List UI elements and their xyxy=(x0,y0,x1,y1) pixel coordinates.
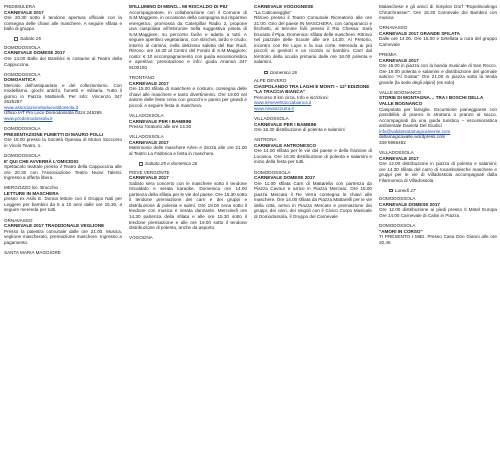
event-entry xyxy=(4,185,122,213)
event-location: TRONTANO xyxy=(129,75,155,81)
date-heading xyxy=(389,188,497,194)
event-entry xyxy=(254,170,372,220)
event-entry xyxy=(379,223,497,245)
event-description: Ore 20.30 sotto il tendone apertura ufficiale con la consegna delle chiavi alle maschere. A seguire sfilata e ballo di gruppo. xyxy=(4,15,122,32)
event-location: DOMODOSSOLA xyxy=(4,126,41,132)
event-description: Presso l'oratorio alle ore 14.30 xyxy=(129,124,192,130)
event-entry xyxy=(4,153,122,181)
event-location: VILLADOSSOLA xyxy=(129,113,164,119)
event-entry xyxy=(4,4,122,32)
event-title: M'ILLUMINO DI MENO... MI RISCALDO DI PIU' xyxy=(129,4,229,9)
event-location: DOMODOSSOLA xyxy=(4,44,41,50)
event-description: Ore 18.00 presso la Società Operaia di Mutuo Soccorso in Vicolo Teatro, 1. xyxy=(4,137,122,148)
date-label: Domenica 26 xyxy=(270,69,298,75)
event-link[interactable]: info@valdossolamagicamente.com xyxy=(379,128,451,134)
columns xyxy=(4,4,497,450)
event-title: CARNEVALE 2017 TRADIZIONALE VEGLIONE xyxy=(4,223,105,229)
event-title: CARNEVALE DOMESE 2017 xyxy=(254,175,315,181)
event-location: MERGOZZO loc. Bracchio xyxy=(4,185,59,191)
event-location: VALLE BOGNANCO xyxy=(379,89,422,95)
column-2 xyxy=(129,4,247,450)
event-title: CARNEVALE PER I BAMBINI xyxy=(129,118,192,124)
event-location: PIEVE VERGONTE xyxy=(129,169,170,175)
event-title: CARNEVALE 2017 xyxy=(4,9,44,15)
event-contact: Ufficio IAT Pro Loco Domodossola 0324 248265 xyxy=(4,110,102,116)
event-link-secondary[interactable]: www.prodomodossola.it xyxy=(4,116,53,122)
event-location: VILLADOSSOLA xyxy=(254,116,289,122)
event-entry xyxy=(129,235,247,241)
date-label: Sabato 25 xyxy=(20,36,41,42)
event-description: Ciaspolata per famiglie. Escursione pianeggiante con possibilità di pranzo in struttura o pranzo al sacco. Accompagnati da una guida turistica – escursionistica ambientale Daniela Del Giudici xyxy=(379,106,497,129)
event-title: CARNEVALE ANTRONESCO xyxy=(254,142,317,148)
event-description: Ritrovo presso il Teatro Comunale Ricreatorio alle ore 21.00. Giro del paese IN MASCHERA, con campanacci e fischietti, al termine falò presso il Rio Chessa. Sarà bruciato il Pipa. Domenica: sfilata delle maschere. Ritrovo nel piazzale delle Scuole alle ore 14.30. Al Pretorio, incontro con Re Lupo e la sua corte. Merenda ai più piccoli; ai genitori e un ricordo ai bambini. Carri dal territorio della scuola primaria dalle ore 16.00 polenta e salamini. xyxy=(254,15,372,65)
event-link-secondary[interactable]: www.neveazzurra.it xyxy=(254,105,294,111)
event-entry xyxy=(129,113,247,130)
event-description: Matrimonio delle maschere Arlen e Zezza alle ore 21.00 al Teatro La Fabbrica e festa in maschera xyxy=(129,145,247,156)
event-location: PREMIA xyxy=(379,52,397,58)
calendar-icon xyxy=(264,71,268,74)
event-entry xyxy=(379,150,497,183)
event-description: Dalle ore 14.00. Ore 15.00 e tortellata a cura del gruppo Carnevale xyxy=(379,36,497,47)
event-entry xyxy=(4,45,122,67)
event-description: Malaschese e gli amici di Simplon Dorf "Ropolinoolingo Chrutchrasser". Ore 16.30 Carnevale dei Bambini con musica xyxy=(379,4,497,21)
event-location: ANTRONA xyxy=(254,137,277,143)
event-location: VILLADOSSOLA xyxy=(379,149,414,155)
event-entry xyxy=(4,218,122,246)
event-description: Ore 11.00 sfilata Carri di Mattarella con partenza da Piazza Cavour e arrivo in Piazza Mercato. Ore 15.00 piazza Mercato il Re Verra consegna le chiavi alle maschere. Ore 14.00 sfilata da Piazza Mattarelli per le vie della città, arrivo in Piazza Mercato e premiazione dei gruppi, dei carri, dei singoli con il Civico Corpo Musicale di Domodossola, il Gruppo del Carnevale xyxy=(254,180,372,219)
event-entry xyxy=(379,25,497,47)
date-label: Sabato 25 e domenica 26 xyxy=(145,161,198,167)
event-description: Spettacolo teatrale presso il Teatro della Cappuccina alle ore 20.30 con l'Associazione Teatro Nuovi Talenti. Ingresso a offerta libera. xyxy=(4,164,122,181)
event-title: CARNEVALE 2017 xyxy=(129,80,169,86)
event-location: DOMODOSSOLA xyxy=(4,152,41,158)
event-entry xyxy=(4,250,122,256)
event-location: DOMODOSSOLA xyxy=(254,169,291,175)
column-4 xyxy=(379,4,497,450)
event-description: presso ex Asilo E. Donna letture con il Gruppo Nati per Leggere per bambini da 5 a 10 anni dalle ore 15.30, a seguire merenda per tutti. xyxy=(4,196,122,213)
event-title: CARNEVALE DOMESE 2017 xyxy=(4,50,65,56)
event-location: PIEDIMULERA xyxy=(4,4,36,9)
event-description: Ore 12.00 distribuzione in piazza di polenta e salamini; ore 14.30 sfilata del carro di rocambolesche maschere e gruppi per le vie di Villadossola accompagnati dalla Filarmonica di Villadossola xyxy=(379,161,497,183)
event-title: "AMORI IN CORSO" xyxy=(379,228,423,234)
event-description: Ore 15.00 in piazza con la banda musicale di San Rocco. Ore 19.00 polenta e salamini e distribuzione del giornale satirico "Al Gostar" Ore 21.00 in piazza sotto la tenda grande (la sede degli alpini) (es solo) xyxy=(379,63,497,85)
date-label: Lunedì 27 xyxy=(395,187,416,193)
event-entry xyxy=(254,78,372,111)
event-description: Mercato dell'antiquariato e del collezionismo. Con modellismo, giochi antichi, fumetti e militaria. Tutto il giorno in Piazza Mattarelli. Per info: Vincenzo 347 2625287 xyxy=(4,82,122,105)
date-heading xyxy=(14,36,122,42)
event-entry xyxy=(254,4,372,65)
event-title: E' QUI CHE AVVERRÀ L'OMICIDIO xyxy=(4,158,79,164)
event-entry xyxy=(254,137,372,165)
date-heading xyxy=(139,161,247,167)
event-location: DOMODOSSOLA xyxy=(379,196,416,202)
event-description: Ore 14.00 sfilata per le vie del paese e della frazione di Locasca. Ore 16.30 distribuzione di polenta e salamini e inizio della festa per tutti. xyxy=(254,148,372,165)
event-location: ALPE DEVERO xyxy=(254,78,287,84)
column-1 xyxy=(4,4,122,450)
event-location: SANTA MARIA MAGGIORE xyxy=(4,249,61,255)
event-title: DOMOANTICA xyxy=(4,77,36,83)
event-title: CARNEVALE 2017 GRANDE SFILATA xyxy=(379,30,460,36)
calendar-icon xyxy=(14,37,18,40)
event-title: LETTURE IN MASCHERA xyxy=(4,190,59,196)
event-location: ORNAVASSO xyxy=(4,217,33,223)
event-title: CARNEVALE 2017 xyxy=(129,139,169,145)
event-title: STORIE DI MONTAGNA… TRA I BOSCHI DELLA VALLE BOGNANCO xyxy=(379,95,484,106)
event-location: VILLADOSSOLA xyxy=(129,134,164,140)
event-entry xyxy=(4,72,122,122)
event-link[interactable]: www.associazioneladuevaldossola.it xyxy=(4,104,79,110)
event-title: CARNEVALE VOGOGNESE xyxy=(254,4,314,9)
event-title: CARNEVALE 2017 xyxy=(379,155,419,161)
event-description: TI PRESENTO I MIEI. Presso Casa Don Gianni alle ore 20.45 xyxy=(379,234,497,245)
calendar-icon xyxy=(139,162,143,165)
event-description: Ore 12.00 distribuzione ai piedi presso Il Motel Europa Ore 14.00 Carnevale di Calini in Piazza xyxy=(379,207,497,219)
event-entry xyxy=(129,170,247,231)
event-entry xyxy=(379,52,497,85)
event-link[interactable]: www.lelneveltracciabianca.it xyxy=(254,100,312,106)
calendar-icon xyxy=(389,189,393,192)
event-entry xyxy=(379,196,497,218)
event-entry xyxy=(129,134,247,156)
event-description: Ore 15.00 sfilata di maschere e costumi, consegna delle chiavi alle maschere e tanto divertimento. Ore 19.00 nel salone delle feste cena con gnocchi e panini per grandi e piccoli. A seguire festa in maschera. xyxy=(129,86,247,108)
event-description: Presso la palestra comunale dalle ore 21.00. Musica, veglione mascherato, premiazione maschere. Ingresso a pagamento. xyxy=(4,228,122,245)
event-location: DOMODOSSOLA xyxy=(379,223,416,229)
event-description: Ore 16.30 distribuzione di polenta e salamini xyxy=(254,127,345,133)
event-title: PRESENTAZIONE FUMETTI DI MAURO POLLI xyxy=(4,131,104,137)
event-location: ORNAVASSO xyxy=(379,25,408,31)
event-entry xyxy=(379,4,497,21)
event-entry xyxy=(254,116,372,133)
event-location: DOMODOSSOLA xyxy=(4,71,41,77)
event-contact: dellamagicavalle.wordpress.com xyxy=(379,134,446,140)
event-title: CARNEVALE 2017 xyxy=(379,57,419,63)
event-description: Sabato sera concerto con le maschere sotto il tendone riscaldato e serata karaoke. Domenica ore 14.00 partenza della sfilata per le vie del paese. Ore 15.30 sotto il tendone premiazione dei carri e dei gruppi e distribuzione di polenta e salmì. Ore 19.00 cena sotto il tendone con musica e serata danzante. Mercoledì ore 14.30 partenza della sfilata e alle ore 15.30 sotto il tendone premiazione e alle ore 19.00 sotto il tendone distribuzione di polenta, anche da asporto. xyxy=(129,180,247,231)
event-phone: 339 6966452 xyxy=(379,139,406,145)
column-3 xyxy=(254,4,372,450)
event-title: CARNEVALE DOMESE 2017 xyxy=(379,201,440,207)
date-heading xyxy=(264,70,372,76)
event-title: CIASPOLANDO TRA LAGHI E MONTI – 12ª EDIZIONE "LA TRACCIA BIANCA" xyxy=(254,83,370,95)
event-description: Percorso 8 km circa. Info e iscrizioni: xyxy=(254,94,329,100)
event-subtitle: "La Caticavegglia" xyxy=(254,9,292,15)
event-description: Accompagnatore, in collaborazione con il Comune di S.M.Maggiore, in occasione della campagna sul risparmio energetico, promossa da Caterpillar Radio 2, propone una ciaspolata all'imbrunire nella suggestiva pineta di S.M.Maggiore, su percorso facile e adatto a tutti. A seguire aperitivo vegetariano, con stinchet, lardo e crudo, intorno al camino, nella deliziosa saletta del Bar Rudi. Ritrovo: ore 16.30 al Centro del Fondo di S.M.Maggiore; costo: € 10 accompagnamento con guida escursionistica e aperitivo; prenotazione e info: guida Arianna 347 9100100 xyxy=(129,9,247,71)
event-entry xyxy=(129,4,247,71)
event-location: VOGOGNA xyxy=(129,235,153,241)
event-title: CARNEVALE PER I BAMBINI xyxy=(254,121,317,127)
event-entry xyxy=(129,75,247,108)
event-description: Ore 14.00 Ballo dei Bambini in costume al Teatro della Cappuccina. xyxy=(4,55,122,67)
event-entry xyxy=(379,90,497,145)
event-entry xyxy=(4,126,122,148)
event-title: CARNEVALE 2017 xyxy=(129,175,169,181)
